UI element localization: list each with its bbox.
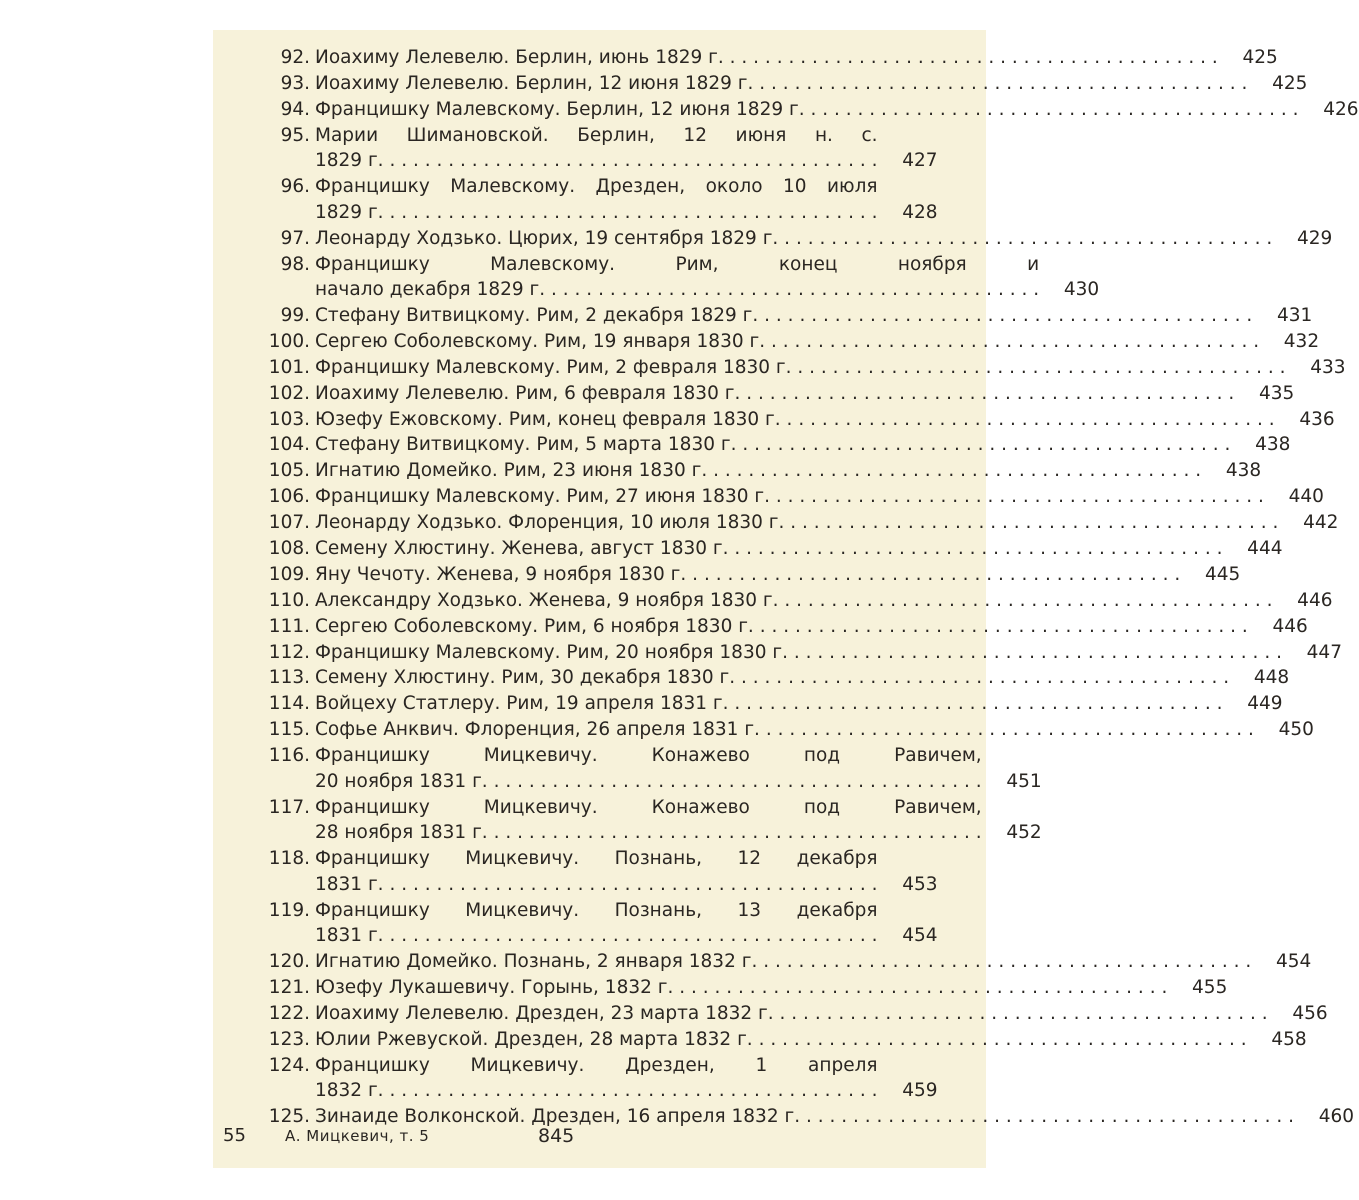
entry-title-line: Францишку Мицкевичу. Познань, 13 декабря bbox=[315, 899, 878, 921]
entry-title bbox=[315, 381, 1295, 407]
entry-title-line: Марии Шимановской. Берлин, 12 июня н. с. bbox=[315, 124, 878, 146]
entry-page-number: 425 bbox=[1272, 72, 1308, 94]
entry-page-number: 442 bbox=[1303, 512, 1339, 534]
entry-title bbox=[315, 640, 1342, 666]
entry-title-line: Александру Ходзько. Женева, 9 ноября 1830 г. . . . bbox=[315, 588, 1272, 614]
toc-entry bbox=[265, 717, 1314, 743]
running-head: А. Мицкевич, т. 5 bbox=[285, 1127, 430, 1145]
toc-entry bbox=[265, 1053, 938, 1104]
entry-number: 101. bbox=[268, 356, 310, 378]
entry-title bbox=[315, 174, 938, 225]
entry-title bbox=[315, 407, 1335, 433]
entry-number: 106. bbox=[268, 486, 310, 508]
entry-page-number: 454 bbox=[902, 925, 938, 947]
toc-entry bbox=[265, 484, 1324, 510]
entry-title bbox=[315, 795, 1042, 846]
entry-number: 122. bbox=[268, 1002, 310, 1024]
entry-title-line: Францишку Малевскому. Рим, 2 февраля 1830 г. . . . bbox=[315, 355, 1286, 381]
entry-title-line: 1829 г. . . . bbox=[315, 148, 878, 174]
entry-title-line: начало декабря 1829 г. . . . bbox=[315, 277, 1039, 303]
entry-number: 107. bbox=[268, 512, 310, 534]
entry-page-number: 433 bbox=[1310, 356, 1346, 378]
toc-entry bbox=[265, 432, 1291, 458]
toc-entry bbox=[265, 303, 1313, 329]
entry-title-line: Юзефу Лукашевичу. Горынь, 1832 г. . . . bbox=[315, 975, 1167, 1001]
entry-title bbox=[315, 846, 938, 897]
entry-page-number: 431 bbox=[1276, 305, 1313, 327]
toc-entry bbox=[265, 226, 1333, 252]
entry-title-line: Иоахиму Лелевелю. Рим, 6 февраля 1830 г. . . . bbox=[315, 381, 1234, 407]
toc-entry bbox=[265, 407, 1335, 433]
toc-entry bbox=[265, 97, 1359, 123]
entry-title-line: Семену Хлюстину. Женева, август 1830 г. . . . bbox=[315, 536, 1222, 562]
entry-title-line: Францишку Мицкевичу. Конажево под Равичем, bbox=[315, 745, 982, 767]
toc-entry bbox=[265, 795, 1042, 846]
entry-page-number: 452 bbox=[1006, 822, 1042, 844]
entry-title-line: Леонарду Ходзько. Цюрих, 19 сентября 1829 г. . . . bbox=[315, 226, 1272, 252]
entry-title bbox=[315, 71, 1308, 97]
entry-number: 111. bbox=[268, 615, 310, 637]
entry-page-number: 455 bbox=[1192, 976, 1228, 998]
entry-number: 92. bbox=[280, 47, 310, 68]
toc-entry bbox=[265, 355, 1346, 381]
toc-entry bbox=[265, 949, 1312, 975]
entry-title-line: Войцеху Статлеру. Рим, 19 апреля 1831 г. . . . bbox=[315, 691, 1223, 717]
toc-entry bbox=[265, 252, 1100, 303]
entry-number: 97. bbox=[280, 227, 310, 249]
entry-title bbox=[315, 1104, 1355, 1130]
entry-title bbox=[315, 226, 1333, 252]
entry-title-line: Игнатию Домейко. Познань, 2 января 1832 г. . . . bbox=[315, 949, 1251, 975]
entry-page-number: 446 bbox=[1272, 615, 1308, 637]
entry-title-line: 20 ноября 1831 г. . . . bbox=[315, 769, 982, 795]
entry-title bbox=[315, 1001, 1328, 1027]
entry-title-line: Францишку Малевскому. Рим, 27 июня 1830 г. . . . bbox=[315, 484, 1264, 510]
toc-entry bbox=[265, 381, 1295, 407]
toc-entry bbox=[265, 743, 1042, 794]
entry-number: 95. bbox=[280, 124, 310, 146]
entry-title bbox=[315, 743, 1042, 794]
entry-number: 112. bbox=[268, 641, 310, 663]
entry-page-number: 444 bbox=[1247, 538, 1283, 560]
entry-page-number: 451 bbox=[1006, 770, 1042, 792]
entry-page-number: 445 bbox=[1204, 563, 1241, 585]
toc-entry bbox=[265, 665, 1290, 691]
entry-title-line: Францишку Малевскому. Рим, 20 ноября 1830 г. . . . bbox=[315, 640, 1282, 666]
toc-entry bbox=[265, 1027, 1307, 1053]
entry-page-number: 440 bbox=[1288, 486, 1324, 508]
entry-title-line: Иоахиму Лелевелю. Дрезден, 23 марта 1832 г. . . . bbox=[315, 1001, 1268, 1027]
toc-entry bbox=[265, 562, 1241, 588]
signature-number: 55 bbox=[223, 1125, 246, 1146]
entry-title-line: 1831 г. . . . bbox=[315, 872, 878, 898]
entry-number: 125. bbox=[268, 1106, 310, 1128]
entry-title bbox=[315, 975, 1228, 1001]
entry-page-number: 446 bbox=[1297, 589, 1333, 611]
entry-number: 109. bbox=[268, 563, 310, 585]
entry-number: 103. bbox=[268, 408, 310, 430]
entry-page-number: 459 bbox=[902, 1080, 938, 1102]
table-of-contents bbox=[265, 45, 1359, 1130]
entry-number: 117. bbox=[268, 796, 310, 818]
toc-entry bbox=[265, 329, 1320, 355]
entry-page-number: 429 bbox=[1296, 227, 1333, 249]
entry-number: 98. bbox=[280, 253, 310, 275]
entry-title bbox=[315, 1027, 1307, 1053]
toc-entry bbox=[265, 174, 938, 225]
entry-page-number: 430 bbox=[1063, 279, 1100, 301]
entry-number: 121. bbox=[268, 976, 310, 998]
entry-title bbox=[315, 588, 1333, 614]
entry-title-line: Игнатию Домейко. Рим, 23 июня 1830 г. . . . bbox=[315, 458, 1201, 484]
entry-page-number: 426 bbox=[1323, 98, 1359, 120]
entry-title bbox=[315, 510, 1339, 536]
entry-title-line: Зинаиде Волконской. Дрезден, 16 апреля 1832 г. . . . bbox=[315, 1104, 1294, 1130]
toc-entry bbox=[265, 640, 1342, 666]
entry-page-number: 438 bbox=[1255, 434, 1291, 456]
entry-page-number: 438 bbox=[1225, 460, 1262, 482]
entry-page-number: 427 bbox=[902, 150, 938, 172]
entry-page-number: 435 bbox=[1259, 382, 1295, 404]
entry-title-line: Иоахиму Лелевелю. Берлин, 12 июня 1829 г. . . . bbox=[315, 71, 1247, 97]
entry-title bbox=[315, 97, 1359, 123]
entry-title-line: Францишку Малевскому. Рим, конец ноября и bbox=[315, 253, 1040, 275]
entry-page-number: 460 bbox=[1318, 1106, 1355, 1128]
entry-title bbox=[315, 1053, 938, 1104]
entry-number: 105. bbox=[268, 460, 310, 482]
entry-title-line: Стефану Витвицкому. Рим, 5 марта 1830 г. . . . bbox=[315, 432, 1230, 458]
toc-entry bbox=[265, 458, 1262, 484]
book-page bbox=[213, 30, 1359, 1168]
entry-title-line: 1832 г. . . . bbox=[315, 1078, 878, 1104]
entry-number: 119. bbox=[268, 899, 310, 921]
entry-page-number: 432 bbox=[1283, 330, 1320, 352]
toc-entry bbox=[265, 536, 1283, 562]
toc-entry bbox=[265, 510, 1339, 536]
toc-entry bbox=[265, 614, 1308, 640]
entry-number: 113. bbox=[268, 667, 310, 689]
toc-entry bbox=[265, 691, 1283, 717]
entry-number: 115. bbox=[268, 719, 310, 741]
entry-title bbox=[315, 691, 1283, 717]
toc-entry bbox=[265, 1001, 1328, 1027]
entry-number: 123. bbox=[268, 1028, 310, 1050]
entry-title-line: Францишку Малевскому. Берлин, 12 июня 1829 г. . . . bbox=[315, 97, 1299, 123]
toc-entry bbox=[265, 898, 938, 949]
entry-title bbox=[315, 355, 1346, 381]
toc-entry bbox=[265, 71, 1308, 97]
entry-number: 116. bbox=[268, 745, 310, 767]
entry-title bbox=[315, 949, 1312, 975]
entry-title bbox=[315, 665, 1290, 691]
entry-title bbox=[315, 562, 1241, 588]
entry-title-line: Францишку Малевскому. Дрезден, около 10 июля bbox=[315, 176, 878, 198]
entry-page-number: 448 bbox=[1253, 667, 1290, 689]
entry-title-line: Стефану Витвицкому. Рим, 2 декабря 1829 г. . . . bbox=[315, 303, 1252, 329]
entry-number: 99. bbox=[280, 305, 310, 327]
entry-title-line: 28 ноября 1831 г. . . . bbox=[315, 820, 982, 846]
entry-number: 96. bbox=[280, 176, 310, 198]
entry-title bbox=[315, 484, 1324, 510]
page-folio: 845 bbox=[538, 1125, 575, 1147]
entry-title-line: Францишку Мицкевичу. Познань, 12 декабря bbox=[315, 848, 878, 870]
entry-number: 102. bbox=[268, 382, 310, 404]
entry-title-line: Леонарду Ходзько. Флоренция, 10 июля 1830 г. . . . bbox=[315, 510, 1278, 536]
entry-page-number: 454 bbox=[1276, 951, 1312, 973]
entry-page-number: 453 bbox=[902, 873, 938, 895]
toc-entry bbox=[265, 846, 938, 897]
entry-title-line: Францишку Мицкевичу. Конажево под Равичем, bbox=[315, 796, 982, 818]
entry-number: 114. bbox=[268, 693, 310, 715]
entry-number: 120. bbox=[268, 951, 310, 973]
entry-number: 100. bbox=[268, 330, 310, 352]
entry-page-number: 425 bbox=[1242, 47, 1278, 68]
toc-entry bbox=[265, 975, 1228, 1001]
entry-title-line: Сергею Соболевскому. Рим, 6 ноября 1830 г. . . . bbox=[315, 614, 1248, 640]
entry-title-line: Юлии Ржевуской. Дрезден, 28 марта 1832 г. . . . bbox=[315, 1027, 1247, 1053]
entry-number: 124. bbox=[268, 1054, 310, 1076]
entry-title bbox=[315, 614, 1308, 640]
entry-title bbox=[315, 252, 1100, 303]
entry-title-line: Семену Хлюстину. Рим, 30 декабря 1830 г. . . . bbox=[315, 665, 1229, 691]
entry-title bbox=[315, 898, 938, 949]
entry-title bbox=[315, 45, 1278, 71]
entry-number: 108. bbox=[268, 538, 310, 560]
entry-page-number: 436 bbox=[1299, 408, 1335, 430]
entry-title-line: 1829 г. . . . bbox=[315, 200, 878, 226]
entry-page-number: 450 bbox=[1278, 719, 1314, 741]
entry-title-line: Францишку Мицкевичу. Дрезден, 1 апреля bbox=[315, 1054, 878, 1076]
entry-page-number: 456 bbox=[1292, 1002, 1328, 1024]
entry-title-line: Яну Чечоту. Женева, 9 ноября 1830 г. . . . bbox=[315, 562, 1180, 588]
entry-title-line: Сергею Соболевскому. Рим, 19 января 1830 г. . . . bbox=[315, 329, 1259, 355]
entry-number: 104. bbox=[268, 434, 310, 456]
entry-title-line: Иоахиму Лелевелю. Берлин, июнь 1829 г. . . . bbox=[315, 45, 1218, 71]
entry-title-line: 1831 г. . . . bbox=[315, 923, 878, 949]
entry-number: 118. bbox=[268, 848, 310, 870]
toc-entry bbox=[265, 45, 1278, 71]
entry-title bbox=[315, 536, 1283, 562]
toc-entry bbox=[265, 588, 1333, 614]
entry-title bbox=[315, 123, 938, 174]
entry-title bbox=[315, 329, 1320, 355]
entry-page-number: 449 bbox=[1247, 693, 1283, 715]
entry-page-number: 447 bbox=[1306, 641, 1342, 663]
entry-title bbox=[315, 458, 1262, 484]
entry-page-number: 428 bbox=[902, 201, 938, 223]
entry-title-line: Юзефу Ежовскому. Рим, конец февраля 1830 г. . . . bbox=[315, 407, 1275, 433]
entry-number: 93. bbox=[280, 72, 310, 94]
entry-title bbox=[315, 303, 1313, 329]
entry-title-line: Софье Анквич. Флоренция, 26 апреля 1831 г. . . . bbox=[315, 717, 1254, 743]
entry-number: 94. bbox=[280, 98, 310, 120]
toc-entry bbox=[265, 123, 938, 174]
entry-title bbox=[315, 717, 1314, 743]
entry-number: 110. bbox=[268, 589, 310, 611]
entry-title bbox=[315, 432, 1291, 458]
entry-page-number: 458 bbox=[1271, 1028, 1307, 1050]
